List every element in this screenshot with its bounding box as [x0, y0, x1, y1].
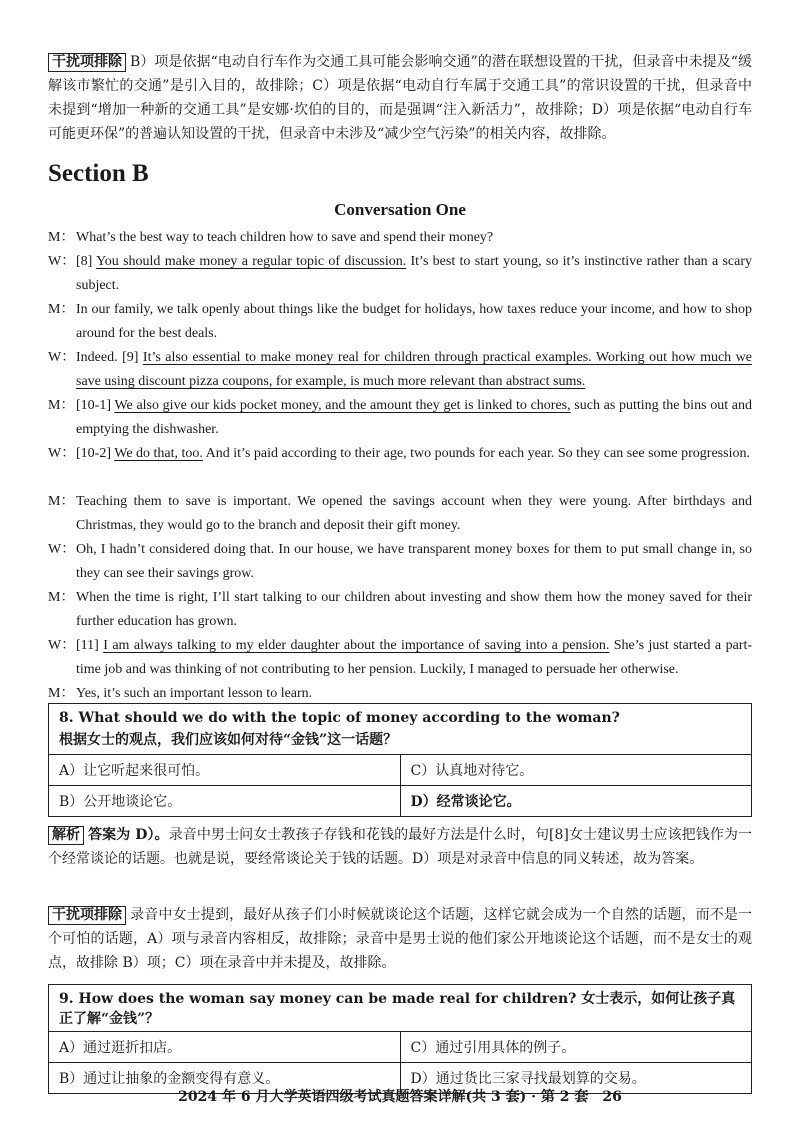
dialogue-line [48, 442, 752, 466]
dialogue-line [48, 250, 752, 298]
speaker-label: M： [48, 686, 75, 701]
speaker-label: W： [48, 542, 76, 557]
question-9-stem: 9. How does the woman say money can be made real for children? 女士表示，如何让孩子真正了解“金钱”？ [49, 985, 752, 1032]
page-footer: 2024 年 6 月大学英语四级考试真题答案详解(共 3 套) · 第 2 套 26 [178, 1089, 622, 1105]
dialogue-text-post: Teaching them to save is important. We opened the savings account when they were young. After birthdays and Christmas, they would go to the branch and deposit their gift money. [76, 494, 752, 533]
dialogue-text-post: such as putting the bins out and emptying the dishwasher. [76, 398, 753, 437]
analysis-8 [48, 823, 752, 871]
dialogue-key-sentence: We also give our kids pocket money, and the amount they get is linked to chores, [114, 398, 571, 413]
dialogue-line [48, 586, 752, 634]
question-9-table [48, 984, 752, 1094]
speaker-label: M： [48, 302, 75, 317]
dialogue-text-post: When the time is right, I’ll start talking to our children about investing and show them how the money saved for their further education has grown. [76, 590, 752, 629]
dialogue-text [76, 490, 752, 538]
analysis-answer: 答案为 D）。 [88, 827, 169, 843]
dialogue-text-pre: [8] [76, 254, 97, 269]
question-8-stem [49, 704, 752, 755]
distractor-8 [48, 903, 752, 975]
dialogue-text-post: It’s best to start young, so it’s instinctive rather than a scary subject. [76, 254, 752, 293]
speaker-label: M： [48, 494, 75, 509]
dialogue-text-pre: [11] [76, 638, 104, 653]
dialogue-text-pre: [10-2] [76, 446, 115, 461]
dialogue-text [76, 538, 752, 586]
q9-option-a: A）通过逛折扣店。 [49, 1032, 401, 1063]
question-8-en: 8. What should we do with the topic of money according to the woman? [59, 710, 620, 726]
question-8-table [48, 703, 752, 817]
dialogue-text [76, 634, 752, 682]
dialogue-key-sentence: I am always talking to my elder daughter about the importance of saving into a pension. [103, 638, 610, 653]
distractor-8-text: 录音中女士提到，最好从孩子们小时候就谈论这个话题，这样它就会成为一个自然的话题，而不是一个可怕的话题，A）项与录音内容相反，故排除；录音中是男士说的他们家公开地谈论这个话题，而不是女士的观点，故排除 B）项；C）项在录音中并未提及，故排除。 [48, 907, 752, 971]
dialogue-text [76, 442, 752, 466]
section-title: Section B [48, 160, 149, 187]
q9-option-d: D）通过货比三家寻找最划算的交易。 [400, 1063, 752, 1094]
speaker-label: W： [48, 446, 76, 461]
dialogue-text-post: And it’s paid according to their age, two pounds for each year. So they can see some progression. [202, 446, 750, 461]
dialogue-text-post: In our family, we talk openly about things like the budget for holidays, how taxes reduce your income, and how to shop around for the best deals. [76, 302, 752, 341]
dialogue-line [48, 298, 752, 346]
distractor-8-tag: 干扰项排除 [48, 906, 126, 925]
analysis-text: 录音中男士问女士教孩子存钱和花钱的最好方法是什么时，句[8]女士建议男士应该把钱作为一个经常谈论的话题。也就是说，要经常谈论关于钱的话题。D）项是对录音中信息的同义转述，故为答案。 [48, 827, 752, 867]
dialogue-key-sentence: You should make money a regular topic of discussion. [96, 254, 407, 269]
analysis-tag: 解析 [48, 826, 84, 845]
dialogue-line [48, 226, 752, 250]
q9-option-b: B）通过让抽象的金额变得有意义。 [49, 1063, 401, 1094]
speaker-label: W： [48, 638, 76, 653]
dialogue-line [48, 394, 752, 442]
dialogue-key-sentence: We do that, too. [114, 446, 203, 461]
q8-option-c: C）认真地对待它。 [400, 755, 752, 786]
dialogue-text [76, 226, 752, 250]
speaker-label: W： [48, 350, 76, 365]
dialogue-line [48, 634, 752, 682]
dialogue-text [76, 394, 752, 442]
dialogue-line [48, 538, 752, 586]
dialogue-line [48, 346, 752, 394]
dialogue-text-post: Yes, it’s such an important lesson to learn. [76, 686, 313, 701]
question-8-cn: 根据女士的观点，我们应该如何对待“金钱”这一话题？ [59, 732, 398, 748]
dialogue-text-post: What’s the best way to teach children how to save and spend their money? [76, 230, 494, 245]
dialogue-key-sentence: It’s also essential to make money real for children through practical examples. Working out how much we save using discount pizza coupons, for example, is much more relevant than abstract sums. [76, 350, 752, 389]
distractor-tag: 干扰项排除 [48, 53, 126, 72]
distractor-text: B）项是依据“电动自行车作为交通工具可能会影响交通”的潜在联想设置的干扰，但录音中未提及“缓解该市繁忙的交通”是引入目的，故排除；C）项是依据“电动自行车属于交通工具”的常识设置的干扰，但录音中未提到“增加一种新的交通工具”是安娜·坎伯的目的，而是强调“注入新活力”，故排除；D）项是依据“电动自行车可能更环保”的普遍认知设置的干扰，但录音中未涉及“减少空气污染”的相关内容，故排除。 [48, 54, 752, 142]
q8-option-a: A）让它听起来很可怕。 [49, 755, 401, 786]
speaker-label: M： [48, 230, 75, 245]
dialogue-text [76, 586, 752, 634]
q9-option-c: C）通过引用具体的例子。 [400, 1032, 752, 1063]
dialogue-text [76, 298, 752, 346]
speaker-label: W： [48, 254, 76, 269]
q8-option-b: B）公开地谈论它。 [49, 786, 401, 817]
dialogue-line [48, 490, 752, 538]
dialogue-text [76, 346, 752, 394]
dialogue-text-pre: Indeed. [9] [76, 350, 143, 365]
dialogue-text-post: She’s just started a part-time job and was thinking of not contributing to her pension. Luckily, I managed to persuade her otherwise. [76, 638, 752, 677]
dialogue-text [76, 250, 752, 298]
dialogue-text-pre: [10-1] [76, 398, 115, 413]
speaker-label: M： [48, 398, 75, 413]
distractor-paragraph-top [48, 50, 752, 146]
conversation-title: Conversation One [334, 200, 466, 219]
q8-option-d: D）经常谈论它。 [400, 786, 752, 817]
dialogue-text-post: Oh, I hadn’t considered doing that. In our house, we have transparent money boxes for them to put small change in, so they can see their savings grow. [76, 542, 752, 581]
speaker-label: M： [48, 590, 75, 605]
